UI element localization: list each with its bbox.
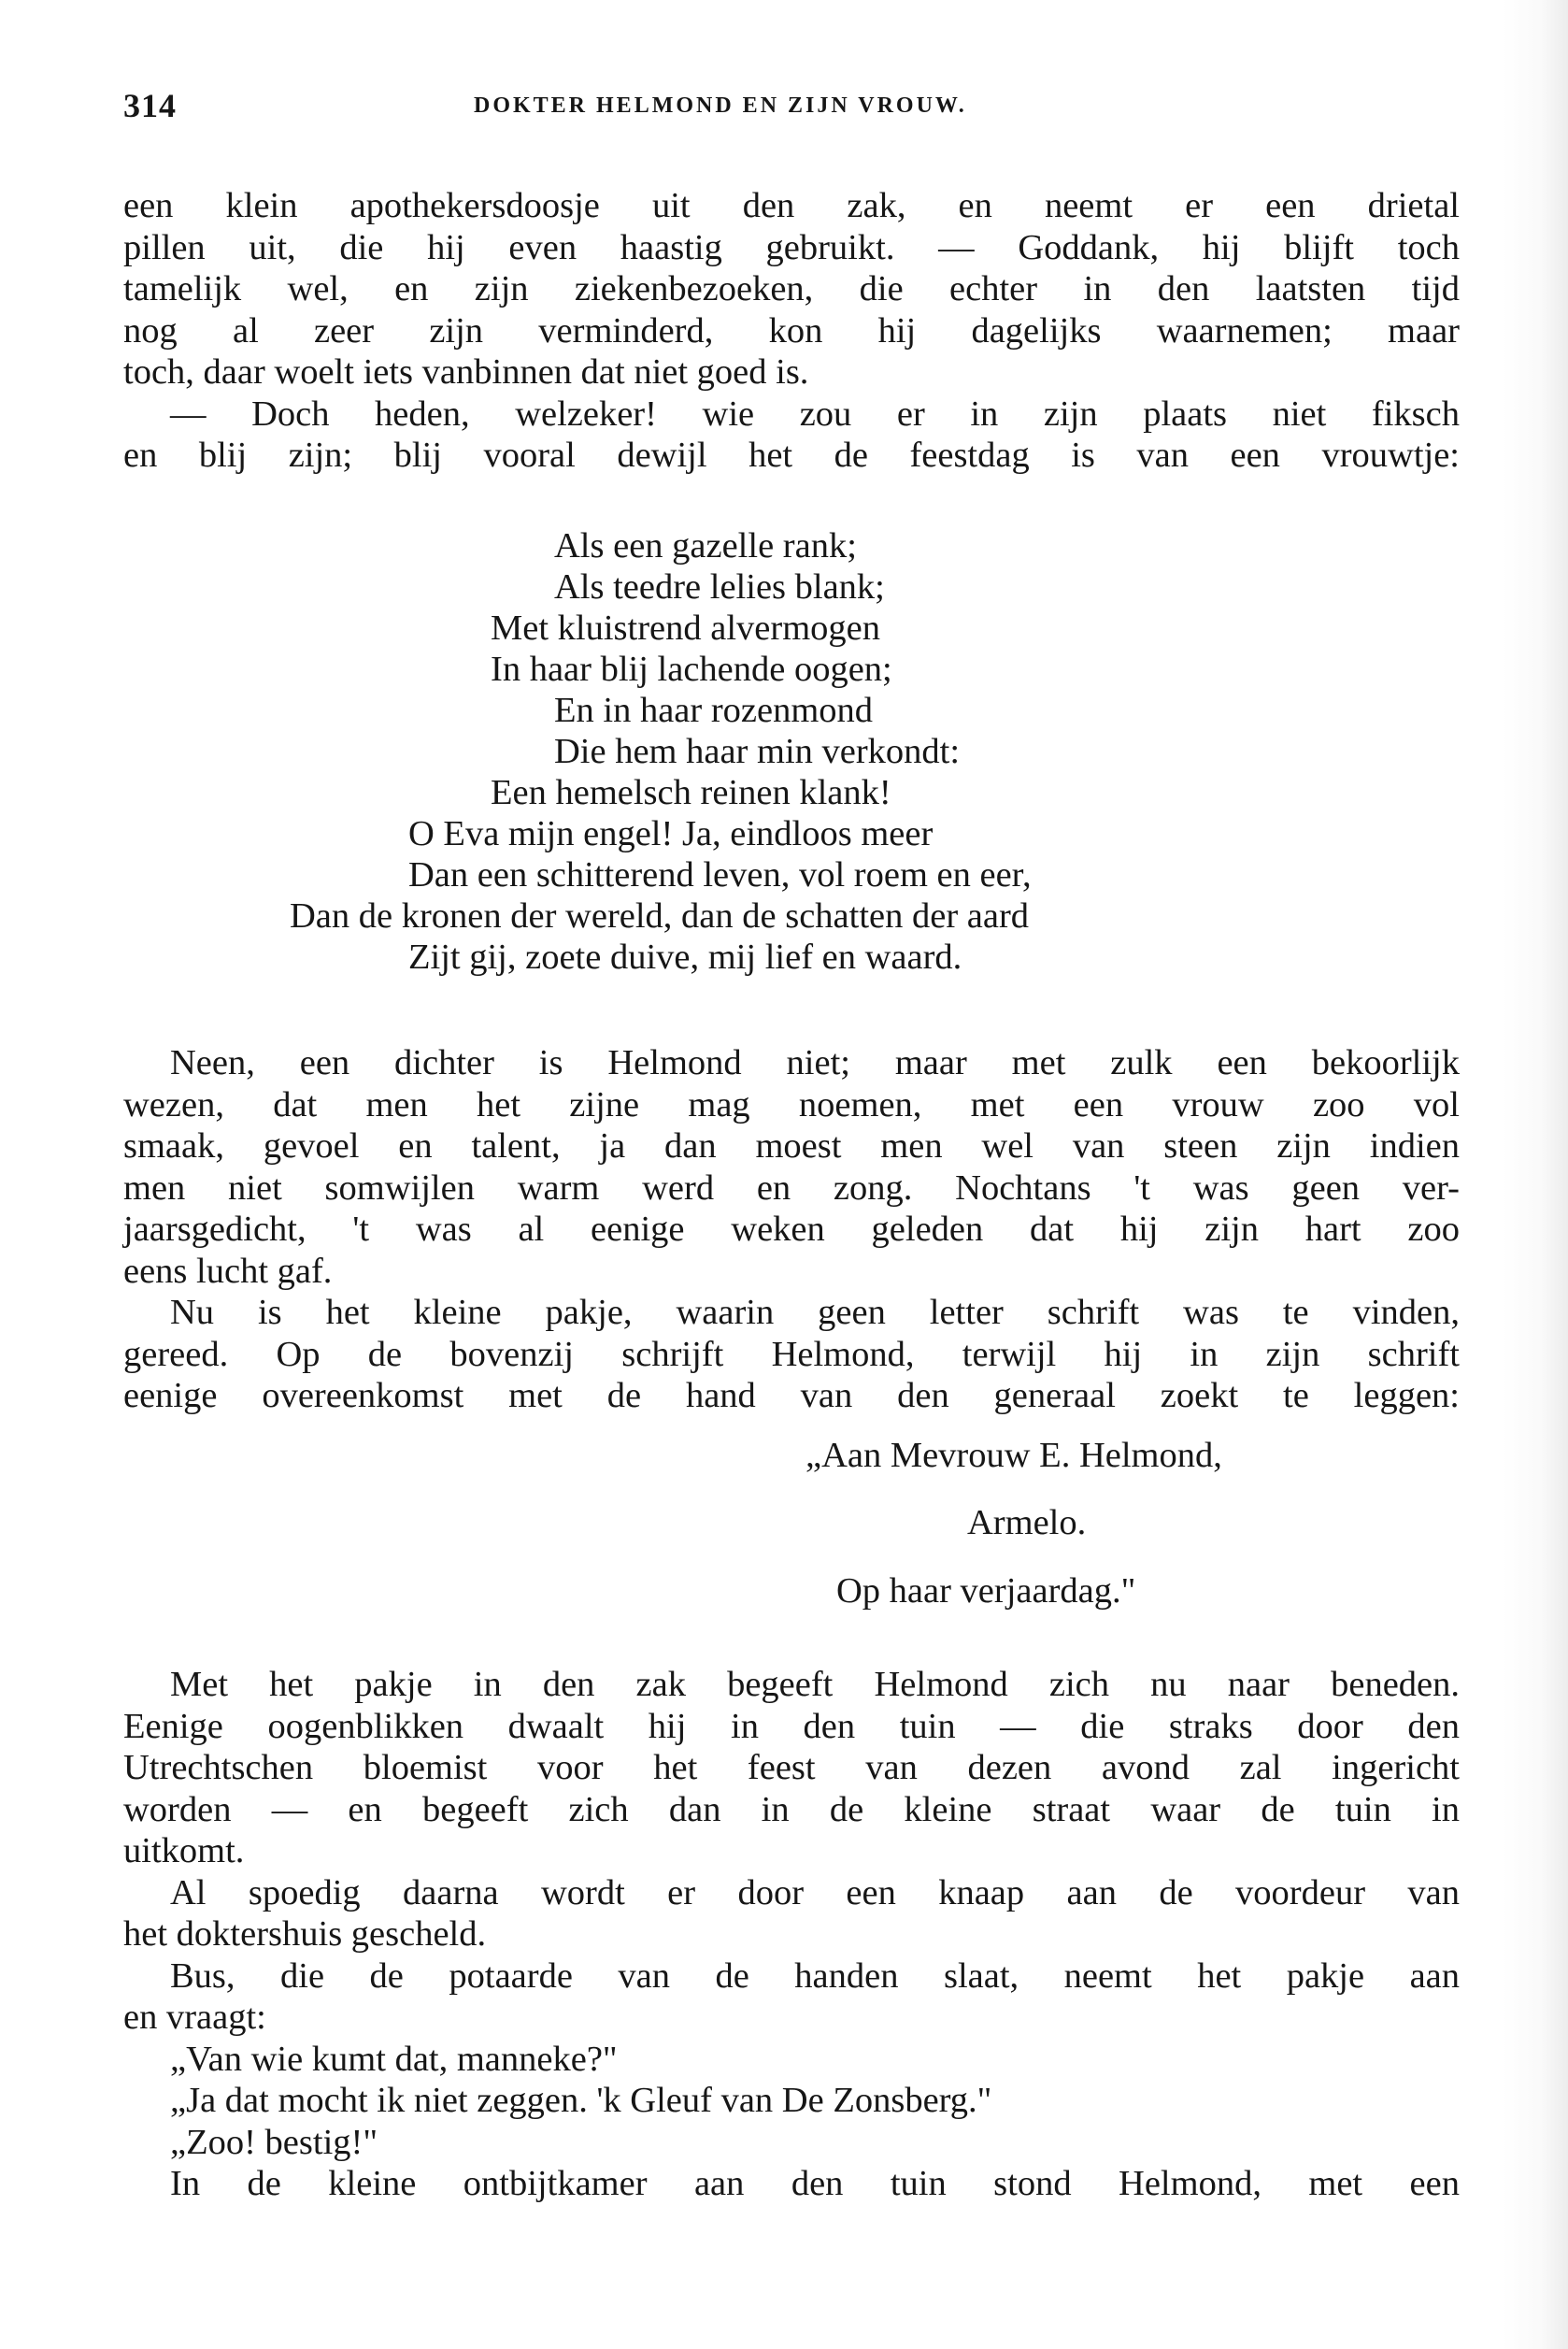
paragraph-2 bbox=[123, 1042, 1460, 1417]
text-line: Neen, een dichter is Helmond niet; maar met zulk een bekoorlijk bbox=[170, 1043, 1460, 1082]
text-line: eenige overeenkomst met de hand van den generaal zoekt te leggen: bbox=[123, 1376, 1460, 1415]
poem-line: Met kluistrend alvermogen bbox=[491, 609, 880, 648]
text-line: Al spoedig daarna wordt er door een knaap aan de voordeur van bbox=[170, 1872, 1460, 1912]
poem-line: In haar blij lachende oogen; bbox=[491, 650, 892, 689]
text-line: Utrechtschen bloemist voor het feest van dezen avond zal ingericht bbox=[123, 1748, 1460, 1787]
text-line: eens lucht gaf. bbox=[123, 1251, 333, 1291]
text-line: jaarsgedicht, 't was al eenige weken geleden dat hij zijn hart zoo bbox=[123, 1210, 1460, 1249]
text-line: — Doch heden, welzeker! wie zou er in zijn plaats niet fiksch bbox=[170, 394, 1460, 434]
dialogue-line: „Ja dat mocht ik niet zeggen. 'k Gleuf van De Zonsberg." bbox=[170, 2081, 992, 2120]
poem-line: Een hemelsch reinen klank! bbox=[491, 773, 891, 812]
poem-line: O Eva mijn engel! Ja, eindloos meer bbox=[408, 814, 934, 853]
text-line: uitkomt. bbox=[123, 1831, 245, 1870]
text-line: Nu is het kleine pakje, waarin geen letter schrift was te vinden, bbox=[170, 1293, 1460, 1332]
address-town: Armelo. bbox=[967, 1503, 1087, 1542]
poem-line: Dan de kronen der wereld, dan de schatten der aard bbox=[290, 896, 1030, 936]
poem-line: Die hem haar min verkondt: bbox=[554, 732, 961, 771]
paragraph-1 bbox=[123, 185, 1460, 477]
text-line: worden — en begeeft zich dan in de kleine straat waar de tuin in bbox=[123, 1789, 1460, 1829]
poem-line: Als teedre lelies blank; bbox=[554, 567, 885, 607]
page-number: 314 bbox=[123, 87, 177, 124]
text-line: wezen, dat men het zijne mag noemen, met een vrouw zoo vol bbox=[123, 1084, 1460, 1124]
dialogue-line: „Zoo! bestig!" bbox=[170, 2122, 378, 2162]
text-line: een klein apothekersdoosje uit den zak, en neemt er een drietal bbox=[123, 186, 1460, 225]
running-head bbox=[123, 86, 1460, 133]
dialogue-line: „Van wie kumt dat, manneke?" bbox=[170, 2039, 618, 2079]
text-line: toch, daar woelt iets vanbinnen dat niet goed is. bbox=[123, 352, 809, 392]
text-line: het doktershuis gescheld. bbox=[123, 1914, 487, 1954]
text-line: nog al zeer zijn verminderd, kon hij dagelijks waarnemen; maar bbox=[123, 310, 1460, 351]
text-line: Eenige oogenblikken dwaalt hij in den tuin — die straks door den bbox=[123, 1706, 1460, 1746]
poem-line: Zijt gij, zoete duive, mij lief en waard. bbox=[408, 938, 962, 977]
text-line: Bus, die de potaarde van de handen slaat, neemt het pakje aan bbox=[170, 1955, 1460, 1996]
text-line: en vraagt: bbox=[123, 1998, 266, 2037]
text-line: en blij zijn; blij vooral dewijl het de feestdag is van een vrouwtje: bbox=[123, 436, 1460, 475]
text-line: tamelijk wel, en zijn ziekenbezoeken, die echter in den laatsten tijd bbox=[123, 269, 1460, 308]
text-line: In de kleine ontbijtkamer aan den tuin stond Helmond, met een bbox=[170, 2164, 1460, 2203]
poem-line: Als een gazelle rank; bbox=[554, 526, 857, 566]
running-title: DOKTER HELMOND EN ZIJN VROUW. bbox=[474, 93, 967, 118]
text-line: men niet somwijlen warm werd en zong. Nochtans 't was geen ver- bbox=[123, 1167, 1460, 1208]
poem-line: Dan een schitterend leven, vol roem en eer, bbox=[408, 855, 1032, 895]
poem-line: En in haar rozenmond bbox=[554, 691, 874, 730]
text-line: pillen uit, die hij even haastig gebruikt. — Goddank, hij blijft toch bbox=[123, 227, 1460, 267]
paragraph-3 bbox=[123, 1664, 1460, 2205]
scan-edge-shadow bbox=[1503, 0, 1568, 2349]
text-line: gereed. Op de bovenzij schrijft Helmond, terwijl hij in zijn schrift bbox=[123, 1334, 1460, 1374]
text-line: smaak, gevoel en talent, ja dan moest men wel van steen zijn indien bbox=[123, 1126, 1460, 1166]
address-occasion: Op haar verjaardag." bbox=[836, 1571, 1136, 1611]
text-line: Met het pakje in den zak begeeft Helmond zich nu naar beneden. bbox=[170, 1665, 1460, 1704]
address-recipient: „Aan Mevrouw E. Helmond, bbox=[805, 1436, 1222, 1475]
